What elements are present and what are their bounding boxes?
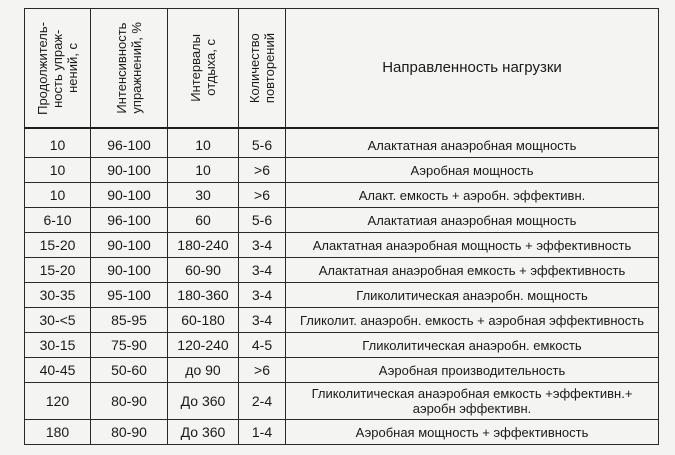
cell-rest: До 360 (168, 420, 239, 445)
cell-rest: 120-240 (168, 333, 239, 358)
cell-reps: 5-6 (239, 128, 286, 158)
cell-direction: Алактатиая анаэробная мощность (286, 208, 659, 233)
header-duration (25, 9, 91, 129)
cell-reps: 5-6 (239, 208, 286, 233)
cell-reps: >6 (239, 358, 286, 383)
cell-direction: Гликолитическая анаэробн. емкость (286, 333, 659, 358)
cell-duration: 30-15 (25, 333, 91, 358)
cell-direction: Алактатная анаэробная емкость + эффективность (286, 258, 659, 283)
cell-intensity: 75-90 (91, 333, 168, 358)
table-row (25, 183, 659, 208)
cell-intensity: 90-100 (91, 233, 168, 258)
cell-duration: 180 (25, 420, 91, 445)
cell-intensity: 80-90 (91, 383, 168, 420)
load-parameters-table (24, 8, 659, 445)
cell-reps: 3-4 (239, 283, 286, 308)
cell-duration: 15-20 (25, 233, 91, 258)
table-row (25, 383, 659, 420)
cell-reps: 4-5 (239, 333, 286, 358)
cell-rest: 30 (168, 183, 239, 208)
cell-rest: 180-240 (168, 233, 239, 258)
header-rest (168, 9, 239, 129)
header-duration-label: Продолжитель- ность упраж- нений, с (35, 21, 80, 115)
table-row (25, 158, 659, 183)
header-intensity (91, 9, 168, 129)
header-rest-label: Интервалы отдыха, с (188, 34, 218, 102)
cell-reps: 3-4 (239, 308, 286, 333)
table-row (25, 308, 659, 333)
header-direction-label: Направленность нагрузки (382, 59, 562, 76)
cell-direction: Аэробная мощность (286, 158, 659, 183)
cell-reps: 1-4 (239, 420, 286, 445)
table-header (25, 9, 659, 129)
cell-intensity: 96-100 (91, 128, 168, 158)
cell-direction: Аэробная производительность (286, 358, 659, 383)
cell-intensity: 90-100 (91, 258, 168, 283)
cell-reps: 3-4 (239, 258, 286, 283)
cell-duration: 10 (25, 128, 91, 158)
cell-duration: 15-20 (25, 258, 91, 283)
cell-rest: До 360 (168, 383, 239, 420)
cell-rest: до 90 (168, 358, 239, 383)
cell-direction: Гликолит. анаэробн. емкость + аэробная эффективность (286, 308, 659, 333)
cell-duration: 10 (25, 158, 91, 183)
table-row (25, 420, 659, 445)
cell-intensity: 85-95 (91, 308, 168, 333)
cell-intensity: 80-90 (91, 420, 168, 445)
cell-direction: Гликолитическая анаэробн. мощность (286, 283, 659, 308)
cell-rest: 10 (168, 128, 239, 158)
cell-reps: 2-4 (239, 383, 286, 420)
cell-duration: 30-<5 (25, 308, 91, 333)
cell-rest: 60-180 (168, 308, 239, 333)
cell-direction: Алакт. емкость + аэробн. эффективн. (286, 183, 659, 208)
cell-rest: 10 (168, 158, 239, 183)
table-row (25, 208, 659, 233)
table-body (25, 128, 659, 445)
cell-duration: 6-10 (25, 208, 91, 233)
cell-direction: Алактатная анаэробная мощность (286, 128, 659, 158)
cell-intensity: 95-100 (91, 283, 168, 308)
header-intensity-label: Интенсивность упражнений, % (114, 22, 144, 114)
header-reps (239, 9, 286, 129)
header-direction (286, 9, 659, 129)
cell-intensity: 50-60 (91, 358, 168, 383)
cell-rest: 60-90 (168, 258, 239, 283)
table-row (25, 233, 659, 258)
cell-reps: >6 (239, 183, 286, 208)
cell-intensity: 90-100 (91, 183, 168, 208)
table-row (25, 258, 659, 283)
table-row (25, 358, 659, 383)
header-reps-label: Количество повторений (247, 32, 277, 104)
table-row (25, 333, 659, 358)
cell-direction: Алактатная анаэробная мощность + эффективность (286, 233, 659, 258)
cell-intensity: 90-100 (91, 158, 168, 183)
table-row (25, 128, 659, 158)
cell-reps: >6 (239, 158, 286, 183)
cell-duration: 10 (25, 183, 91, 208)
cell-rest: 180-360 (168, 283, 239, 308)
cell-rest: 60 (168, 208, 239, 233)
cell-direction: Гликолитическая анаэробная емкость +эффективн.+ аэробн эффективн. (286, 383, 659, 420)
cell-reps: 3-4 (239, 233, 286, 258)
cell-duration: 30-35 (25, 283, 91, 308)
cell-duration: 40-45 (25, 358, 91, 383)
table-row (25, 283, 659, 308)
cell-intensity: 96-100 (91, 208, 168, 233)
header-row (25, 9, 659, 129)
cell-duration: 120 (25, 383, 91, 420)
cell-direction: Аэробная мощность + эффективность (286, 420, 659, 445)
